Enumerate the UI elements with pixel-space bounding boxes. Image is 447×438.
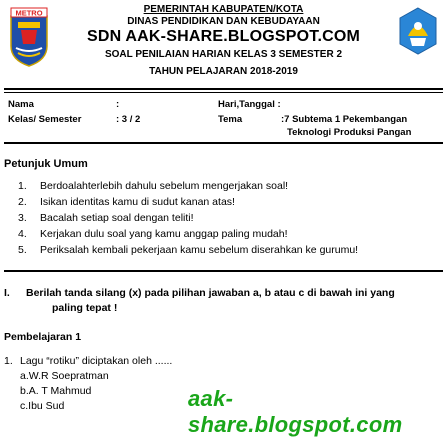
header-line-1: PEMERINTAH KABUPATEN/KOTA [143,4,304,15]
question-text: Lagu “rotiku” diciptakan oleh ...... [20,355,173,367]
tema-value-line-1: :7 Subtema 1 Pekembangan [281,114,408,125]
kelas-value: : 3 / 2 [116,114,141,125]
logo-left-text: METRO [15,8,43,18]
instruction-line-1: Berilah tanda silang (x) pada pilihan jawaban a, b atau c di bawah ini yang [26,287,395,299]
question-number: 1. [4,355,13,367]
tema-value-line-2: Teknologi Produksi Pangan [287,127,412,138]
answer-option: c.Ibu Sud [20,400,65,412]
header-divider-top [4,88,443,90]
instruction-number: I. [4,287,10,299]
answer-option: a.W.R Soepratman [20,370,109,382]
header-divider-bottom [4,92,443,93]
list-text: Bacalah setiap soal dengan teliti! [40,212,194,224]
petunjuk-title: Petunjuk Umum [4,158,88,170]
list-number: 2. [18,196,27,208]
list-number: 3. [18,212,27,224]
info-divider [4,142,443,144]
hari-tanggal-label: Hari,Tanggal : [218,99,281,110]
nama-colon: : [116,99,120,110]
kelas-label: Kelas/ Semester [8,114,82,125]
list-text: Periksalah kembali pekerjaan kamu sebelum diserahkan ke gurumu! [40,244,359,256]
list-number: 1. [18,180,27,192]
exam-title: SOAL PENILAIAN HARIAN KELAS 3 SEMESTER 2 [104,49,343,60]
list-text: Kerjakan dulu soal yang kamu anggap paling mudah! [40,228,288,240]
list-text: Isikan identitas kamu di sudut kanan atas! [40,196,235,208]
list-number: 4. [18,228,27,240]
academic-year: TAHUN PELAJARAN 2018-2019 [149,66,298,77]
list-number: 5. [18,244,27,256]
school-name: SDN AAK-SHARE.BLOGSPOT.COM [86,28,361,45]
answer-option: b.A. T Mahmud [20,385,92,397]
petunjuk-list [18,180,443,270]
instruction-line-2: paling tepat ! [52,302,118,314]
section-divider [4,270,443,272]
pembelajaran-title: Pembelajaran 1 [4,331,82,343]
list-text: Berdoalahterlebih dahulu sebelum mengerjakan soal! [40,180,289,192]
nama-label: Nama [8,99,34,110]
watermark-text: aak-share.blogspot.com [188,386,403,437]
header-line-2: DINAS PENDIDIKAN DAN KEBUDAYAAN [127,16,320,27]
tema-label: Tema [218,114,243,125]
